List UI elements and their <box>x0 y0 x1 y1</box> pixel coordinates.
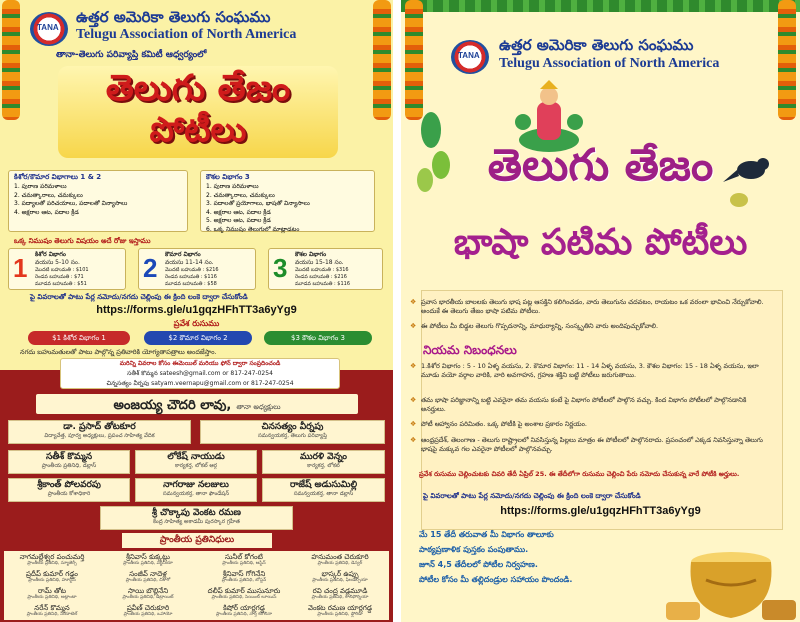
list-item: 2. చమత్కారాలు, చమక్కులు <box>14 191 83 199</box>
schedule-block <box>419 527 669 587</box>
committee-member <box>135 478 257 502</box>
title-line-1: తెలుగు తేజం <box>105 68 291 109</box>
rep-name: ప్రవీణ్ చెరుకూరి <box>126 604 170 612</box>
regional-rep <box>102 570 194 584</box>
rep-role: ప్రాంతీయ ప్రతినిధి, ఫ్లోరిడా <box>317 612 363 617</box>
rep-role: ప్రాంతీయ ప్రతినిధి, సెయింట్ లూయిస్ <box>211 595 277 600</box>
rep-role: ప్రాంతీయ ప్రతినిధి, వర్జీనియా <box>123 561 173 566</box>
fee-pill-2: $2 కౌమార విభాగం 2 <box>144 331 252 345</box>
member-name: మురళి వెన్నం <box>300 452 347 462</box>
title-line-2: పోటీలు <box>149 110 247 150</box>
committee-member <box>262 478 385 502</box>
list-item: 5. అక్షరాల ఆట, పదాల క్రీడ <box>206 217 271 224</box>
member-role: ప్రాంతీయ ప్రతినిధి, డల్లాస్ <box>41 463 97 469</box>
regional-rep <box>6 604 98 618</box>
rule-item: ❖ ఆంధ్రప్రదేశ్, తెలంగాణ - తెలుగు రాష్ట్రాలలో నివసిస్తున్న పిల్లలు మాత్రం ఈ పోటీలలో పాల్గొనరాదు. ప్రపంచంలో ఎక్కడ నివసిస్తున్నా తెలుగు భాషపై మక్కువ గల ఎవరైనా పోటీలలో పాల్గొనవచ్చు. <box>421 436 773 454</box>
list-item: 6. ఒక్క నిముషం తెలుగులో మాట్లాడటం <box>206 225 300 233</box>
category-1 <box>8 248 126 290</box>
group-1-box <box>8 170 188 232</box>
title-line-2: భాషా పటిమ పోటీలు <box>453 222 748 263</box>
list-item: 3. పదాలతో ప్రయోగాలు, భాషతో విన్యాసాలు <box>206 200 310 207</box>
category-age: వయసు 5-10 సం. <box>35 259 80 266</box>
member-name: రాజేష్ అడుసుమిల్లి <box>289 480 358 490</box>
member-role: కార్యకర్త, లోకల్ <box>307 463 340 469</box>
schedule-line: పోటీల కోసం మీ తల్లిదండ్రుల సహాయం పొందండి. <box>419 575 573 584</box>
org-name-english: Telugu Association of North America <box>76 27 297 42</box>
president-banner <box>36 394 358 414</box>
marigold-garland-left <box>405 0 423 120</box>
category-name: కౌమార విభాగం <box>165 251 201 258</box>
contact-line-3: చిన్నసత్యం వీర్నపు satyam.veernapu@gmail.com or 817-247-0254 <box>106 380 294 387</box>
committee-member <box>8 478 130 502</box>
register-line: పై వివరాలతో పాటు పేర్ల నమోదు/నగదు చెల్లింపు ఈ క్రింది లంకె ద్వారా చేసుకోండి <box>423 492 641 500</box>
regional-rep <box>294 553 386 567</box>
rep-name: రవి చంద్ర వడ్లమూడి <box>312 587 368 595</box>
member-role: సమన్వయకర్త, తెలుగు పరివ్యాప్తి <box>257 433 327 439</box>
member-role: సమన్వయకర్త, తానా ఫౌండేషన్ <box>162 491 230 497</box>
rep-role: ప్రాంతీయ ప్రతినిధి, న్యూజెర్సీ <box>27 561 77 566</box>
left-poster <box>0 0 393 622</box>
member-role: సమన్వయకర్త, తానా డల్లాస్ <box>293 491 354 497</box>
category-prize: మూడవ బహుమతి : $58 <box>165 281 217 287</box>
form-link[interactable]: https://forms.gle/u1gqzHFhTT3a6yYg9 <box>96 304 297 316</box>
committee-member <box>100 506 293 530</box>
rules-heading: నియమ నిబంధనలు <box>423 343 517 357</box>
list-item: 3. పద్యాలతో పరిచయాలు, పదాలతో విన్యాసాలు <box>14 200 128 207</box>
group-2-box <box>200 170 375 232</box>
pot-illustration <box>666 540 796 622</box>
fee-pill-3: $3 కౌశల విభాగం 3 <box>264 331 372 345</box>
category-number: 3 <box>273 253 288 283</box>
contact-line-2: సతీశ్ కొమ్మన sateesh@gmail.com or 817-247-0254 <box>127 370 273 377</box>
member-role: ప్రాంతీయ కోశాధికారి <box>47 491 91 497</box>
rep-name: నాగమల్లేశ్వర పంచుమర్తి <box>19 553 85 561</box>
tana-logo-text: TANA <box>458 51 480 60</box>
committee-member <box>8 450 130 474</box>
title-banner <box>58 66 338 158</box>
category-prize: రెండవ బహుమతి : $116 <box>165 274 217 280</box>
schedule-line: మే 15 తేదీ తరువాత మీ విభాగం తాలూకు <box>419 530 554 539</box>
rep-name: రామ్ తోట <box>38 587 66 595</box>
committee-member <box>200 420 385 444</box>
one-minute-line: ఒక్క నిముషం తెలుగు విషయం అదే రోజు ఇస్తాము <box>14 237 151 245</box>
member-role: కేంద్ర సాహిత్య అకాడమీ పురస్కార గ్రహీత <box>153 519 240 525</box>
deadline-line: ప్రవేశ రుసుము చెల్లించుటకు చివరి తేదీ ఏప్రిల్ 25. ఈ తేదీలోగా రుసుము చెల్లించి పేరు నమోదు చేసుకున్న వారే పోటీకి అర్హులు. <box>419 470 740 478</box>
member-name: చినసత్యం వీర్నపు <box>261 422 324 432</box>
rep-role: ప్రాంతీయ ప్రతినిధి, కాలిఫోర్నియా <box>311 595 369 600</box>
category-age: వయసు 15-18 సం. <box>295 259 344 266</box>
list-item: 4. అక్షరాల ఆట, పదాల క్రీడ <box>14 208 79 216</box>
rep-name: ప్రదీప్ కుమార్ గడ్డం <box>26 570 78 578</box>
category-prize: రెండవ బహుమతి : $216 <box>295 274 347 280</box>
schedule-line: జూన్ 4,5 తేదీలలో పోటీల నిర్వహణ. <box>419 560 538 569</box>
rep-role: ప్రాంతీయ ప్రతినిధి, సియాటెల్ <box>26 612 78 617</box>
regional-rep <box>294 587 386 601</box>
committee-member <box>262 450 385 474</box>
category-number: 1 <box>13 253 28 283</box>
category-age: వయసు 11-14 సం. <box>165 259 214 266</box>
regional-rep <box>102 587 194 601</box>
list-item: 4. అక్షరాల ఆట, పదాల క్రీడ <box>206 208 271 216</box>
regional-rep <box>6 570 98 584</box>
regional-rep <box>198 604 290 618</box>
marigold-garland-right <box>778 0 796 120</box>
category-prize: మొదటి బహుమతి : $216 <box>165 267 219 273</box>
regional-rep <box>198 587 290 601</box>
member-role: కార్యకర్త, లోకల్ ఆర్గ <box>174 463 218 469</box>
group-2-list <box>206 183 369 234</box>
rep-name: శ్రీనివాస్ గోగినేని <box>222 570 266 578</box>
rep-role: ప్రాంతీయ ప్రతినిధి, ఫిలడెల్ఫియా <box>312 578 368 583</box>
rep-role: ప్రాంతీయ ప్రతినిధి, హూస్టన్ <box>28 578 76 583</box>
rep-role: ప్రాంతీయ ప్రతినిధి, అట్లాంటా <box>27 595 77 600</box>
org-name-telugu: ఉత్తర అమెరికా తెలుగు సంఘము <box>499 36 694 54</box>
category-name: కౌశల విభాగం <box>295 251 327 258</box>
list-item: 1. పురాణ పరిమళాలు <box>206 183 259 190</box>
fee-pill-1: $1 కిశోర విభాగం 1 <box>28 331 130 345</box>
title-line-1: తెలుగు తేజం <box>487 140 714 191</box>
member-role: విద్యావేత్త, పూర్వ అధ్యక్షులు, ప్రపంచ సాహిత్య వేదిక <box>44 433 155 439</box>
list-item: 2. చమత్కారాలు, చమక్కులు <box>206 191 275 199</box>
member-name: లోకేష్ నాయుడు <box>167 452 225 462</box>
committee-member <box>135 450 257 474</box>
rep-name: భాస్కర్ ఉప్పు <box>321 570 359 578</box>
marigold-garland-right <box>373 0 391 120</box>
regional-rep <box>6 587 98 601</box>
schedule-line: పాఠ్యప్రణాళిక పుస్తకం పంపుతాము. <box>419 545 529 554</box>
regional-rep <box>6 553 98 567</box>
rep-name: హనుమంత చెరుకూరి <box>311 553 369 561</box>
rep-name: నరేన్ కొమ్మన <box>34 604 70 612</box>
category-prize: మొదటి బహుమతి : $316 <box>295 267 349 273</box>
rep-name: సాయి బొల్లినేని <box>127 587 169 595</box>
category-prize: మూడవ బహుమతి : $116 <box>295 281 351 287</box>
rep-name: వెంకట రమణ యార్లగడ్డ <box>307 604 373 612</box>
tana-logo <box>30 12 68 46</box>
regional-rep <box>294 570 386 584</box>
rule-item: ❖ తమ భాషా పరిజ్ఞానాన్ని బట్టి ఎవరైనా తమ వయసు కంటే పై విభాగం పోటీలలో పాల్గొన వచ్చు. కింద విభాగం పోటీలలో పాల్గొనడానికి అనర్హులు. <box>421 396 773 414</box>
category-3 <box>268 248 383 290</box>
rep-name: సంజీవ్ నాదెళ్ల <box>129 570 167 578</box>
member-name: శ్రీకాంత్ పోలవరపు <box>37 480 101 490</box>
intro-paragraph: ❖ ప్రవాస భారతీయ బాలలకు తెలుగు భాష పట్ల ఆసక్తిని కలిగించడం, వారు తెలుగును చదవటం, రాయటం ఒక వరంలా భావించి నేర్చుకోవాలి. అందుకే ఈ తెలుగు తేజం భాషా పటిమ పోటీలు. <box>421 298 773 316</box>
intro-paragraph: ❖ ఈ పోటీలు మీ బిడ్డల తెలుగు గొప్పదనాన్ని, మాధుర్యాన్ని, సంస్కృతిని వారు అందిపుచ్చుకోవాలి. <box>421 322 773 331</box>
rep-role: ప్రాంతీయ ప్రతినిధి, డెట్రాయిట్ <box>122 595 174 600</box>
rep-role: ప్రాంతీయ ప్రతినిధి, బోస్టన్ <box>221 578 267 583</box>
rep-role: ప్రాంతీయ ప్రతినిధి, చికాగో <box>125 578 171 583</box>
regional-rep <box>198 553 290 567</box>
list-item: 1. పురాణ పరిమళాలు <box>14 183 67 190</box>
regional-rep <box>102 604 194 618</box>
group-1-heading: కిశోర/కౌమార విభాగాలు 1 & 2 <box>14 173 102 181</box>
member-name: నాగరాజు నలజులు <box>163 480 229 490</box>
member-name: సతీశ్ కొమ్మన <box>45 452 93 462</box>
tana-logo-text: TANA <box>37 23 59 32</box>
category-prize: మూడవ బహుమతి : $51 <box>35 281 87 287</box>
right-poster <box>401 0 800 622</box>
rep-role: ప్రాంతీయ ప్రతినిధి, నార్త్ కరోలినా <box>215 612 273 617</box>
rule-item: ❖ పోటీ ఆహ్వానం పరిమితం. ఒక్క పోటీకి పై అంశాల ప్రకారం నిర్ణయం. <box>421 420 773 429</box>
president-name: అంజయ్య చౌదరి లావు, <box>113 398 232 413</box>
form-link[interactable]: https://forms.gle/u1gqzHFhTT3a6yYg9 <box>500 505 701 517</box>
entry-fee-label: ప్రవేశ రుసుము <box>173 319 220 328</box>
regional-grid <box>4 551 389 620</box>
register-line: పై వివరాలతో పాటు పేర్ల నమోదు/నగదు చెల్లింపు ఈ క్రింది లంకె ద్వారా చేసుకోండి <box>30 293 248 301</box>
member-name: డా. ప్రసాద్ తోటకూర <box>63 422 136 432</box>
category-name: కిశోర విభాగం <box>35 251 66 258</box>
group-2-heading: కౌశల విభాగం 3 <box>206 173 250 181</box>
rep-role: ప్రాంతీయ ప్రతినిధి, ఒహాయో <box>123 612 173 617</box>
category-prize: మొదటి బహుమతి : $101 <box>35 267 89 273</box>
member-name: శ్రీ చొక్కాపు వెంకట రమణ <box>151 508 241 518</box>
category-number: 2 <box>143 253 158 283</box>
rep-role: ప్రాంతీయ ప్రతినిధి, డెన్వర్ <box>317 561 363 566</box>
subtitle: తానా-తెలుగు పరివ్యాప్తి కమిటీ ఆధ్వర్యంలో <box>56 50 207 60</box>
group-1-list <box>14 183 182 217</box>
tana-logo <box>451 40 489 74</box>
leaf-border <box>401 0 800 12</box>
contact-line-1: మరిన్ని వివరాల కోసం ఈమెయిల్ మరియు ఫోన్ ద్వారా సంప్రదించండి <box>119 360 281 367</box>
rep-name: దలీప్ కుమార్ ముసునూరు <box>207 587 281 595</box>
contact-box <box>60 358 340 389</box>
prize-line: నగదు బహుమతులతో పాటు పాల్గొన్న ప్రతివారికి యోగ్యతాపత్రాలు అందజేస్తాం. <box>20 348 217 356</box>
rep-name: శ్రీనివాస్ కుక్కట్లు <box>126 553 170 561</box>
rule-item: ❖ 1.కిశోర విభాగం : 5 - 10 ఏళ్ళ వయసు, 2. కౌమార విభాగం: 11 - 14 ఏళ్ళ వయసు, 3. కౌశల విభాగం: 15 - 18 ఏళ్ళ వయసు, ఇలా మూడు వయో వర్గాల వారికి, వారి అవగాహన, గ్రహణ శక్తిని బట్టి పోటీలు జరుగుతాయి. <box>421 362 773 380</box>
regional-heading: ప్రాంతీయ ప్రతినిధులు <box>122 533 272 548</box>
rep-name: కిషోర్ యార్లగడ్డ <box>223 604 265 612</box>
rep-name: సునీల్ కోగంటి <box>225 553 263 561</box>
regional-rep <box>102 553 194 567</box>
category-2 <box>138 248 256 290</box>
rep-role: ప్రాంతీయ ప్రతినిధి, ఆస్టిన్ <box>222 561 266 566</box>
org-name-english: Telugu Association of North America <box>499 56 720 71</box>
org-name-telugu: ఉత్తర అమెరికా తెలుగు సంఘము <box>76 8 271 26</box>
president-role: తానా అధ్యక్షులు <box>236 403 281 411</box>
marigold-garland-left <box>2 0 20 120</box>
regional-rep <box>198 570 290 584</box>
category-prize: రెండవ బహుమతి : $71 <box>35 274 84 280</box>
committee-panel <box>0 370 393 622</box>
committee-member <box>8 420 191 444</box>
regional-rep <box>294 604 386 618</box>
